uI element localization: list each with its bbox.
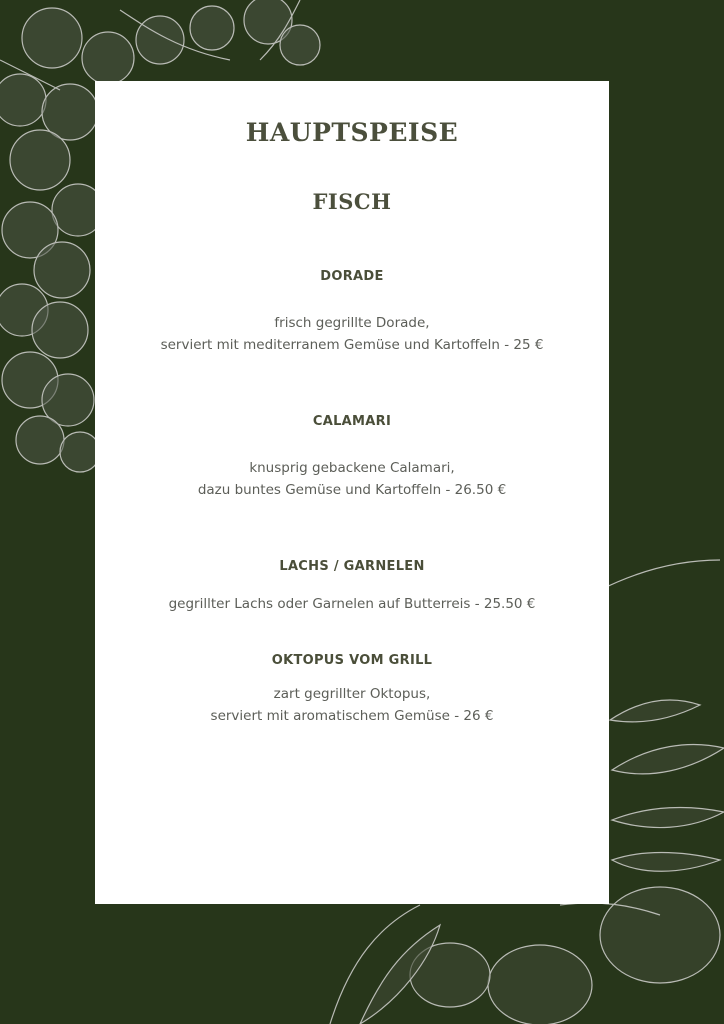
- dish-description-line: frisch gegrillte Dorade,: [274, 315, 430, 331]
- dish-description-dorade: [95, 312, 609, 356]
- dish-name-calamari: CALAMARI: [312, 414, 392, 429]
- page-title: HAUPTSPEISE: [245, 118, 459, 147]
- dish-description-line: dazu buntes Gemüse und Kartoffeln - 26.50 €: [197, 482, 507, 498]
- dish-description-calamari: [95, 457, 609, 501]
- dish-name-dorade: DORADE: [320, 269, 384, 284]
- dish-description-lachs-garnelen: [95, 593, 609, 615]
- dish-description-line: serviert mit aromatischem Gemüse - 26 €: [210, 708, 494, 724]
- dish-name-oktopus: OKTOPUS VOM GRILL: [271, 653, 433, 668]
- dish-description-line: zart gegrillter Oktopus,: [273, 686, 431, 702]
- category-title: FISCH: [312, 189, 392, 214]
- dish-description-oktopus: [95, 683, 609, 727]
- dish-name-lachs-garnelen: LACHS / GARNELEN: [279, 559, 425, 574]
- menu-card: [95, 81, 609, 904]
- dish-description-line: gegrillter Lachs oder Garnelen auf Butterreis - 25.50 €: [168, 596, 536, 612]
- dish-description-line: knusprig gebackene Calamari,: [249, 460, 455, 476]
- dish-description-line: serviert mit mediterranem Gemüse und Kartoffeln - 25 €: [160, 337, 544, 353]
